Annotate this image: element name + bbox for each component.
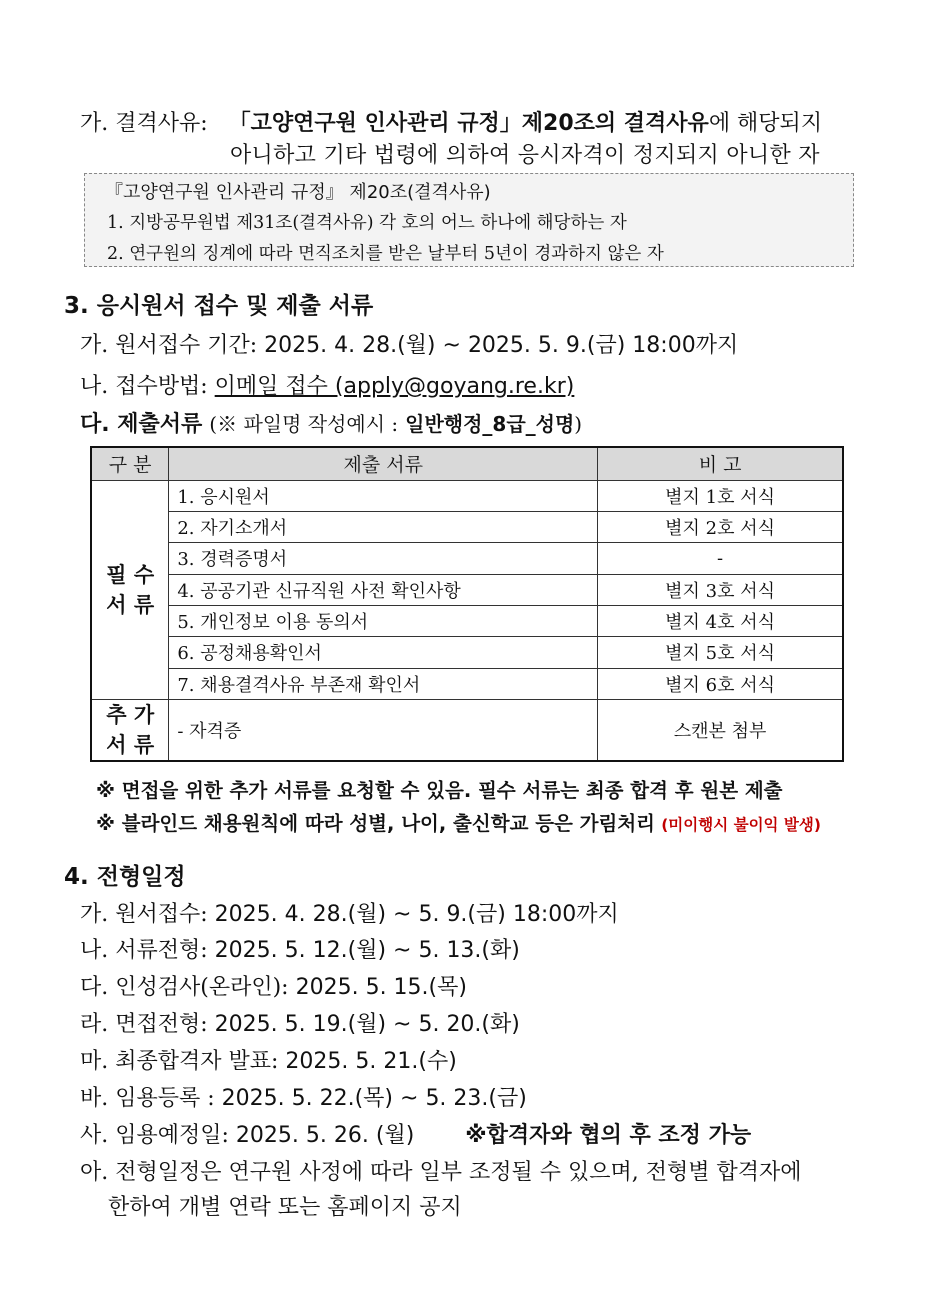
doc-name: 6. 공정채용확인서 [169,637,598,668]
application-method [80,369,574,400]
application-period [80,328,738,359]
schedule-item [80,970,467,1001]
eligibility-reference: 「고양연구원 인사관리 규정」제20조의 결격사유 [228,111,709,136]
category-label-line: 추 가 [106,703,155,727]
schedule-value: 2025. 5. 15.(목) [295,975,467,1000]
schedule-label: 다. 인성검사(온라인): [80,975,289,1000]
schedule-adjust-line2: 한하여 개별 연락 또는 홈페이지 공지 [108,1195,462,1220]
header-remarks: 비 고 [598,447,843,480]
required-docs-category [91,480,169,699]
section3-heading: 3. 응시원서 접수 및 제출 서류 [64,293,374,319]
doc-note: 별지 2호 서식 [598,511,843,542]
table-row [91,637,843,668]
eligibility-label: 가. 결격사유: [80,111,208,136]
eligibility-tail: 에 해당되지 [708,111,823,136]
application-period-value: 2025. 4. 28.(월) ~ 2025. 5. 9.(금) 18:00까지 [264,333,739,358]
doc-note: 별지 1호 서식 [598,480,843,511]
documents-table [90,446,844,762]
documents-paren-open: (※ 파일명 작성예시 : [209,412,399,436]
regulation-box [84,173,854,267]
schedule-label: 나. 서류전형: [80,938,208,963]
schedule-item [80,897,619,928]
schedule-label: 사. 임용예정일: [80,1123,229,1148]
schedule-value: 2025. 4. 28.(월) ~ 5. 9.(금) 18:00까지 [214,902,619,927]
table-row [91,668,843,699]
application-method-value: 이메일 접수 (apply@goyang.re.kr) [214,374,575,399]
category-label-line: 서 류 [106,733,155,757]
application-method-label: 나. 접수방법: [80,374,208,399]
schedule-label: 가. 원서접수: [80,902,208,927]
table-row [91,700,843,762]
doc-name: 3. 경력증명서 [169,543,598,574]
documents-paren-close: ) [574,412,583,436]
documents-label: 다. 제출서류 [80,412,203,437]
category-label-line: 서 류 [106,592,155,617]
table-row [91,480,843,511]
header-documents: 제출 서류 [169,447,598,480]
schedule-value: 2025. 5. 12.(월) ~ 5. 13.(화) [214,938,520,963]
schedule-value: 2025. 5. 26. (월) [235,1123,415,1148]
doc-name: 2. 자기소개서 [169,511,598,542]
doc-name: 5. 개인정보 이용 동의서 [169,605,598,636]
doc-note: 스캔본 첨부 [598,700,843,762]
doc-name: 1. 응시원서 [169,480,598,511]
schedule-item [80,1118,751,1149]
category-label-line: 필 수 [106,562,155,587]
section4-heading: 4. 전형일정 [64,864,186,890]
schedule-adjust-note: ※합격자와 협의 후 조정 가능 [465,1123,752,1148]
note-interview-docs: ※ 면접을 위한 추가 서류를 요청할 수 있음. 필수 서류는 최종 합격 후 원본 제출 [96,779,783,802]
regulation-item: 2. 연구원의 징계에 따라 면직조치를 받은 날부터 5년이 경과하지 않은 자 [107,244,664,264]
doc-note: 별지 5호 서식 [598,637,843,668]
table-row [91,543,843,574]
doc-note: 별지 3호 서식 [598,574,843,605]
schedule-value: 2025. 5. 21.(수) [285,1049,457,1074]
schedule-value: 2025. 5. 19.(월) ~ 5. 20.(화) [214,1012,520,1037]
header-category: 구 분 [91,447,169,480]
schedule-value: 2025. 5. 22.(목) ~ 5. 23.(금) [221,1086,527,1111]
schedule-label: 바. 임용등록 : [80,1086,215,1111]
note-blind-hiring [96,808,821,836]
note-blind-warning: (미이행시 불이익 발생) [661,816,821,834]
eligibility-line2: 아니하고 기타 법령에 의하여 응시자격이 정지되지 아니한 자 [230,143,820,168]
doc-name: 4. 공공기관 신규직원 사전 확인사항 [169,574,598,605]
regulation-title: 『고양연구원 인사관리 규정』 제20조(결격사유) [105,182,491,203]
application-period-label: 가. 원서접수 기간: [80,333,258,358]
schedule-label: 마. 최종합격자 발표: [80,1049,279,1074]
schedule-item [80,933,520,964]
table-row [91,574,843,605]
schedule-adjust-line1: 아. 전형일정은 연구원 사정에 따라 일부 조정될 수 있으며, 전형별 합격자에 [80,1160,802,1185]
documents-example: 일반행정_8급_성명 [405,412,575,436]
documents-line [80,407,582,438]
doc-note: 별지 4호 서식 [598,605,843,636]
eligibility-item [80,106,822,137]
schedule-label: 라. 면접전형: [80,1012,208,1037]
table-row [91,605,843,636]
doc-note: 별지 6호 서식 [598,668,843,699]
doc-note: - [598,543,843,574]
extra-docs-category [91,700,169,762]
doc-name: 7. 채용결격사유 부존재 확인서 [169,668,598,699]
table-row [91,511,843,542]
doc-name: - 자격증 [169,700,598,762]
regulation-item: 1. 지방공무원법 제31조(결격사유) 각 호의 어느 하나에 해당하는 자 [107,213,627,233]
table-header-row [91,447,843,480]
schedule-item [80,1081,527,1112]
schedule-item [80,1044,457,1075]
schedule-item [80,1007,520,1038]
note-blind-text: ※ 블라인드 채용원칙에 따라 성별, 나이, 출신학교 등은 가림처리 [96,812,656,835]
